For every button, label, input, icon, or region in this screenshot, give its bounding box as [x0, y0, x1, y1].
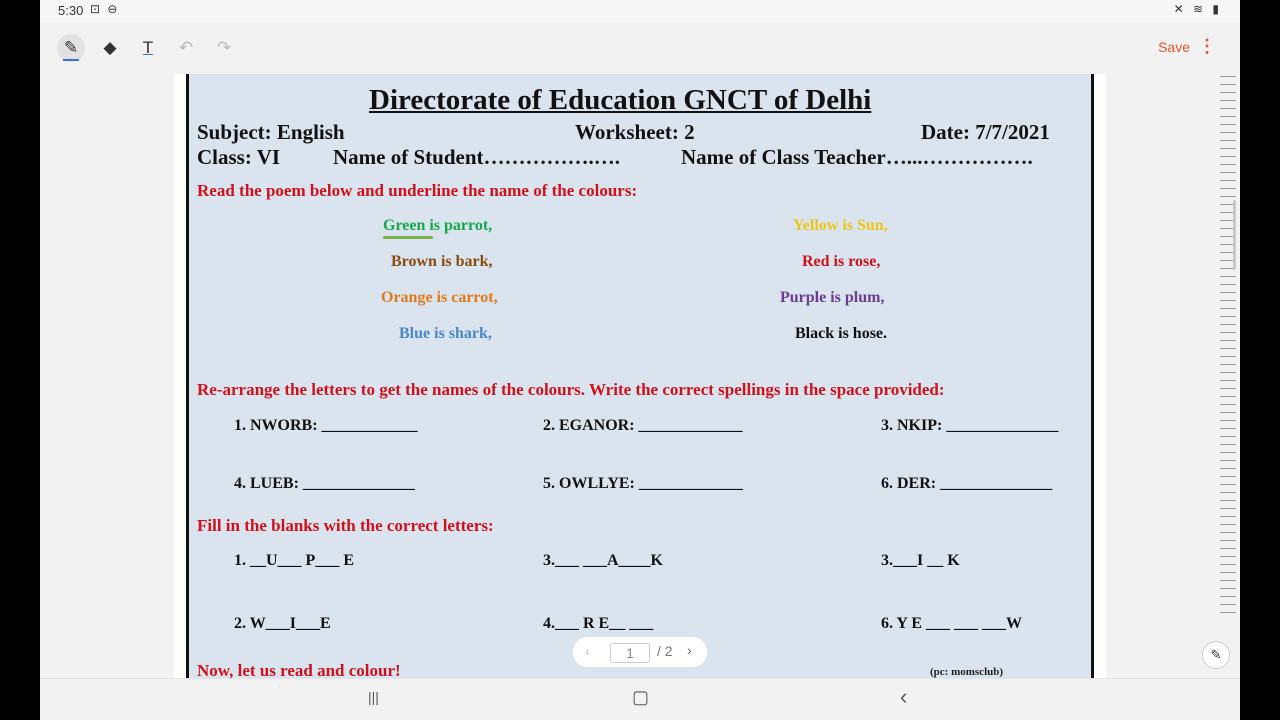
text-icon: T [142, 38, 154, 57]
fill-blank-item: 2. W___I___E [234, 615, 331, 632]
next-page-icon[interactable]: › [687, 642, 692, 658]
annotation-toolbar [40, 22, 1240, 74]
poem-line: Purple is plum, [780, 289, 885, 306]
rearrange-item: 6. DER: ______________ [881, 475, 1053, 492]
tablet-screen [40, 0, 1240, 720]
pen-icon: ✎ [63, 38, 79, 57]
poem-line: Red is rose, [802, 253, 881, 270]
page-number-input[interactable]: 1 [610, 643, 650, 663]
worksheet-label: Worksheet: 2 [575, 120, 695, 144]
poem-line: Black is hose. [795, 325, 888, 342]
rearrange-item: 1. NWORB: ____________ [234, 417, 418, 434]
scrollbar-thumb[interactable] [1233, 200, 1236, 270]
fill-blank-item: 4.___ R E__ ___ [543, 615, 654, 632]
more-options-icon[interactable]: ⋮ [1198, 36, 1216, 56]
back-icon[interactable]: ‹ [900, 684, 908, 709]
pen-tool-button[interactable] [57, 34, 85, 62]
rearrange-item: 3. NKIP: ______________ [881, 417, 1059, 434]
class-teacher-field: Name of Class Teacher…...……………. [681, 145, 1033, 169]
document-title: Directorate of Education GNCT of Delhi [369, 84, 872, 116]
date-label: Date: 7/7/2021 [921, 120, 1050, 144]
green-underline-annotation [383, 236, 433, 239]
undo-button[interactable] [172, 34, 200, 62]
undo-icon: ↶ [178, 38, 194, 57]
page-scroll-ruler[interactable] [1220, 76, 1236, 616]
edit-fab-icon[interactable]: ✎ [1202, 641, 1230, 669]
fill-blank-item: 3.___I __ K [881, 552, 960, 569]
save-button[interactable]: Save [1158, 39, 1190, 55]
worksheet-page [186, 74, 1094, 678]
poem-line: Blue is shark, [399, 325, 492, 342]
section-heading-rearrange: Re-arrange the letters to get the names of the colours. Write the correct spellings in the space provided: [197, 380, 945, 399]
page-navigator [572, 636, 708, 668]
redo-button[interactable] [210, 34, 238, 62]
pen-color-indicator [63, 59, 79, 61]
rearrange-item: 2. EGANOR: _____________ [543, 417, 743, 434]
status-bar [40, 0, 1240, 22]
rearrange-item: 4. LUEB: ______________ [234, 475, 415, 492]
class-label: Class: VI [197, 145, 281, 169]
subject-label: Subject: English [197, 120, 345, 144]
page-total: / 2 [657, 643, 673, 659]
redo-icon: ↷ [216, 38, 232, 57]
notification-icons: ⊡ ⊖ [90, 2, 120, 16]
poem-line: Brown is bark, [391, 253, 493, 270]
rearrange-item: 5. OWLLYE: _____________ [543, 475, 743, 492]
system-nav-bar [40, 678, 1240, 720]
fill-blank-item: 1. __U___ P___ E [234, 552, 354, 569]
pdf-viewer[interactable] [40, 74, 1240, 678]
section-heading-colour: Now, let us read and colour! [197, 661, 401, 678]
eraser-tool-button[interactable] [96, 34, 124, 62]
text-tool-button[interactable] [134, 34, 162, 62]
section-heading-fill: Fill in the blanks with the correct letters: [197, 516, 494, 535]
fill-blank-item: 6. Y E ___ ___ ___W [881, 615, 1023, 632]
student-name-field: Name of Student…………….…. [333, 145, 620, 169]
image-credit: (pc: momsclub) [930, 666, 1004, 678]
section-heading-poem: Read the poem below and underline the name of the colours: [197, 181, 638, 200]
clock: 5:30 [58, 3, 84, 18]
recents-icon[interactable]: ||| [368, 689, 379, 705]
poem-line: Green is parrot, [383, 217, 493, 234]
system-status-icons: ✕ ≋ ▮ [1173, 2, 1222, 16]
eraser-icon: ◆ [103, 38, 117, 57]
poem-line: Orange is carrot, [381, 289, 498, 306]
previous-page-icon[interactable]: ‹ [585, 643, 590, 659]
fill-blank-item: 3.___ ___A____K [543, 552, 663, 569]
poem-line: Yellow is Sun, [793, 217, 888, 234]
home-icon[interactable]: ▢ [632, 687, 650, 707]
